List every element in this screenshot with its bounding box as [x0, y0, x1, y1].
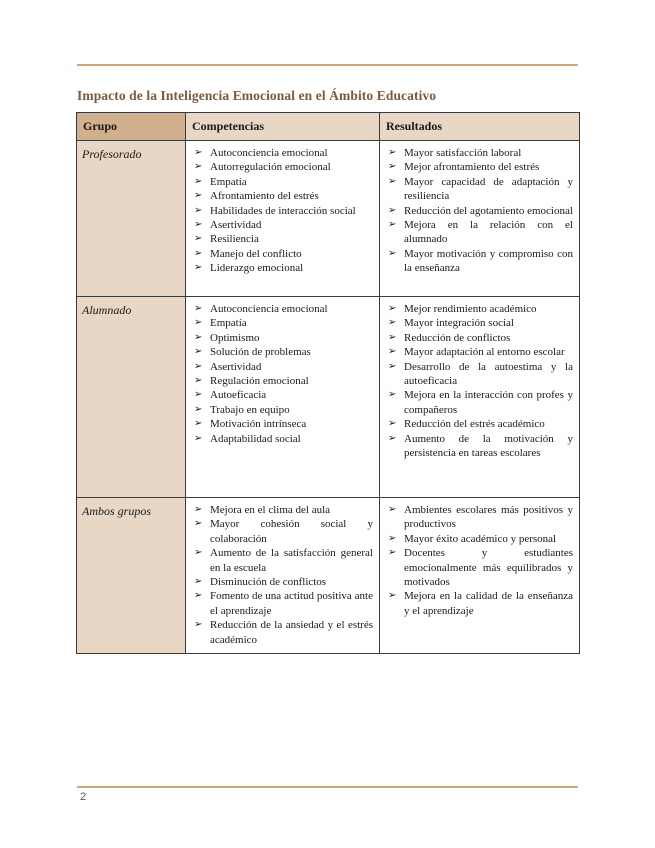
- table-row: [77, 498, 580, 654]
- list-item: [190, 345, 373, 359]
- resultados-list: [384, 302, 573, 460]
- arrow-bullet-icon: ➢: [194, 547, 203, 559]
- resultados-list: [384, 503, 573, 618]
- list-item-text: Autorregulación emocional: [210, 161, 331, 174]
- arrow-bullet-icon: ➢: [388, 303, 397, 314]
- list-item: [384, 432, 573, 461]
- arrow-bullet-icon: ➢: [388, 147, 397, 158]
- arrow-bullet-icon: ➢: [194, 619, 203, 631]
- list-item: [190, 232, 373, 246]
- list-item-text: Mayor cohesión social y colaboración: [210, 518, 373, 545]
- list-item-text: Fomento de una actitud positiva ante el aprendizaje: [210, 590, 373, 617]
- resultados-cell: [380, 297, 580, 498]
- arrow-bullet-icon: ➢: [388, 504, 397, 515]
- group-cell: Alumnado: [77, 297, 186, 498]
- resultados-list: [384, 146, 573, 276]
- header-resultados: Resultados: [380, 113, 580, 141]
- arrow-bullet-icon: ➢: [194, 161, 203, 173]
- table-row: [77, 141, 580, 297]
- list-item-text: Reducción del estrés académico: [404, 418, 545, 431]
- list-item: [384, 546, 573, 589]
- list-item-text: Reducción del agotamiento emocional: [404, 204, 573, 217]
- arrow-bullet-icon: ➢: [194, 219, 203, 231]
- list-item: [384, 345, 573, 359]
- list-item-text: Resiliencia: [210, 233, 259, 246]
- list-item-text: Empatía: [210, 175, 247, 188]
- arrow-bullet-icon: ➢: [194, 175, 203, 187]
- list-item: [384, 388, 573, 417]
- list-item-text: Mayor integración social: [404, 317, 514, 330]
- list-item: [384, 218, 573, 247]
- header-competencias: Competencias: [186, 113, 380, 141]
- list-item-text: Docentes y estudiantes emocionalmente más equilibrados y motivados: [404, 547, 573, 589]
- list-item-text: Motivación intrínseca: [210, 418, 307, 431]
- competencias-list: [190, 503, 373, 647]
- arrow-bullet-icon: ➢: [388, 590, 397, 602]
- arrow-bullet-icon: ➢: [388, 175, 397, 187]
- arrow-bullet-icon: ➢: [388, 346, 397, 358]
- list-item-text: Aumento de la motivación y persistencia en tareas escolares: [404, 432, 573, 460]
- list-item: [384, 247, 573, 276]
- arrow-bullet-icon: ➢: [194, 576, 203, 588]
- list-item: [190, 331, 373, 345]
- list-item: [384, 316, 573, 330]
- arrow-bullet-icon: ➢: [194, 262, 203, 274]
- list-item: [190, 360, 373, 374]
- arrow-bullet-icon: ➢: [194, 418, 203, 430]
- arrow-bullet-icon: ➢: [388, 161, 397, 173]
- group-cell: Ambos grupos: [77, 498, 186, 654]
- list-item: [190, 374, 373, 388]
- list-item: [190, 618, 373, 647]
- table-header-row: [77, 113, 580, 141]
- list-item-text: Mayor adaptación al entorno escolar: [404, 346, 565, 359]
- list-item-text: Reducción de la ansiedad y el estrés académico: [210, 619, 373, 646]
- header-grupo: Grupo: [77, 113, 186, 141]
- arrow-bullet-icon: ➢: [388, 360, 397, 372]
- arrow-bullet-icon: ➢: [388, 247, 397, 259]
- list-item-text: Mayor capacidad de adaptación y resiliencia: [404, 175, 573, 203]
- list-item: [384, 417, 573, 431]
- list-item: [190, 261, 373, 275]
- arrow-bullet-icon: ➢: [194, 504, 203, 515]
- arrow-bullet-icon: ➢: [388, 317, 397, 329]
- list-item: [190, 146, 373, 160]
- list-item-text: Trabajo en equipo: [210, 403, 290, 416]
- list-item-text: Mayor éxito académico y personal: [404, 532, 557, 545]
- list-item-text: Aumento de la satisfacción general en la escuela: [210, 547, 373, 574]
- list-item: [384, 360, 573, 389]
- list-item: [190, 503, 373, 517]
- competencias-cell: [186, 141, 380, 297]
- list-item-text: Solución de problemas: [210, 346, 311, 359]
- list-item: [190, 388, 373, 402]
- list-item: [190, 247, 373, 261]
- list-item: [190, 204, 373, 218]
- list-item-text: Mejora en la calidad de la enseñanza y el aprendizaje: [404, 590, 573, 617]
- list-item-text: Asertividad: [210, 360, 262, 373]
- list-item-text: Regulación emocional: [210, 375, 309, 388]
- arrow-bullet-icon: ➢: [388, 547, 397, 559]
- arrow-bullet-icon: ➢: [194, 403, 203, 415]
- list-item-text: Ambientes escolares más positivos y productivos: [404, 504, 573, 531]
- arrow-bullet-icon: ➢: [388, 331, 397, 343]
- list-item: [384, 331, 573, 345]
- arrow-bullet-icon: ➢: [388, 204, 397, 216]
- list-item: [190, 575, 373, 589]
- list-item-text: Autoconciencia emocional: [210, 303, 328, 315]
- arrow-bullet-icon: ➢: [194, 346, 203, 358]
- list-item: [384, 146, 573, 160]
- page-number: 2: [80, 791, 87, 803]
- list-item-text: Asertividad: [210, 219, 262, 232]
- page-title: Impacto de la Inteligencia Emocional en el Ámbito Educativo: [77, 88, 437, 103]
- list-item-text: Mejora en la interacción con profes y compañeros: [404, 389, 573, 416]
- list-item: [384, 175, 573, 204]
- list-item: [190, 546, 373, 575]
- table-body: [77, 141, 580, 654]
- competencias-list: [190, 302, 373, 446]
- competencias-cell: [186, 297, 380, 498]
- list-item-text: Afrontamiento del estrés: [210, 190, 319, 203]
- list-item-text: Mayor satisfacción laboral: [404, 147, 522, 159]
- list-item-text: Mejora en la relación con el alumnado: [404, 219, 573, 246]
- group-cell: Profesorado: [77, 141, 186, 297]
- list-item-text: Disminución de conflictos: [210, 576, 327, 589]
- arrow-bullet-icon: ➢: [194, 360, 203, 372]
- arrow-bullet-icon: ➢: [388, 532, 397, 544]
- list-item-text: Manejo del conflicto: [210, 247, 302, 260]
- arrow-bullet-icon: ➢: [388, 219, 397, 231]
- top-rule: [77, 64, 578, 66]
- arrow-bullet-icon: ➢: [388, 418, 397, 430]
- list-item-text: Adaptabilidad social: [210, 432, 301, 445]
- list-item: [384, 503, 573, 532]
- arrow-bullet-icon: ➢: [194, 331, 203, 343]
- list-item: [190, 160, 373, 174]
- list-item: [190, 589, 373, 618]
- bottom-rule: [77, 786, 578, 788]
- arrow-bullet-icon: ➢: [194, 518, 203, 530]
- list-item: [190, 189, 373, 203]
- list-item: [190, 175, 373, 189]
- list-item: [190, 432, 373, 446]
- arrow-bullet-icon: ➢: [194, 375, 203, 387]
- list-item-text: Optimismo: [210, 331, 260, 344]
- list-item-text: Mejor afrontamiento del estrés: [404, 161, 540, 174]
- arrow-bullet-icon: ➢: [194, 317, 203, 329]
- arrow-bullet-icon: ➢: [388, 432, 397, 444]
- arrow-bullet-icon: ➢: [194, 247, 203, 259]
- list-item-text: Reducción de conflictos: [404, 331, 511, 344]
- list-item-text: Empatía: [210, 317, 247, 330]
- arrow-bullet-icon: ➢: [194, 590, 203, 602]
- arrow-bullet-icon: ➢: [194, 204, 203, 216]
- ei-impact-table: [76, 112, 580, 654]
- list-item: [190, 316, 373, 330]
- arrow-bullet-icon: ➢: [194, 432, 203, 444]
- list-item: [190, 218, 373, 232]
- arrow-bullet-icon: ➢: [194, 303, 203, 314]
- list-item-text: Autoconciencia emocional: [210, 147, 328, 159]
- resultados-cell: [380, 498, 580, 654]
- competencias-cell: [186, 498, 380, 654]
- list-item-text: Mejora en el clima del aula: [210, 504, 331, 516]
- list-item: [384, 589, 573, 618]
- arrow-bullet-icon: ➢: [194, 389, 203, 401]
- list-item-text: Mejor rendimiento académico: [404, 303, 537, 315]
- list-item: [190, 302, 373, 316]
- list-item: [190, 403, 373, 417]
- list-item: [384, 160, 573, 174]
- arrow-bullet-icon: ➢: [194, 233, 203, 245]
- list-item: [384, 302, 573, 316]
- arrow-bullet-icon: ➢: [388, 389, 397, 401]
- list-item-text: Mayor motivación y compromiso con la enseñanza: [404, 247, 573, 275]
- table-row: [77, 297, 580, 498]
- competencias-list: [190, 146, 373, 276]
- list-item-text: Autoeficacia: [210, 389, 267, 402]
- list-item: [190, 417, 373, 431]
- arrow-bullet-icon: ➢: [194, 190, 203, 202]
- list-item: [384, 532, 573, 546]
- list-item-text: Desarrollo de la autoestima y la autoeficacia: [404, 360, 573, 388]
- list-item: [190, 517, 373, 546]
- list-item: [384, 204, 573, 218]
- arrow-bullet-icon: ➢: [194, 147, 203, 158]
- resultados-cell: [380, 141, 580, 297]
- list-item-text: Habilidades de interacción social: [210, 204, 356, 217]
- list-item-text: Liderazgo emocional: [210, 262, 304, 275]
